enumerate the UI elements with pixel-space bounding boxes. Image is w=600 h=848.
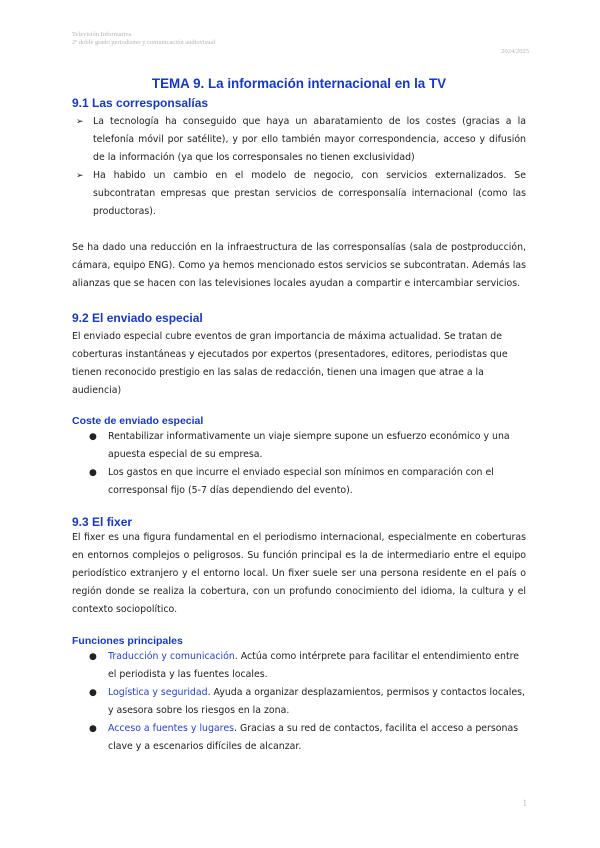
arrow-bullet-icon: ➢ xyxy=(76,171,84,181)
header-course: Televisión Informativa xyxy=(72,31,132,38)
header-degree: 2º doble grado periodismo y comunicación audiovisual xyxy=(72,39,216,46)
list-item: ● Traducción y comunicación. Actúa como intérprete para facilitar el entendimiento entre el periodista y las fuentes locales. xyxy=(72,648,526,684)
subheading-funciones: Funciones principales xyxy=(72,635,183,647)
fixer-paragraph: El fixer es una figura fundamental en el periodismo internacional, especialmente en coberturas en entornos complejos o peligrosos. Su función principal es la de intermediario entre el equipo periodístico extranjero y el entorno local. Un fixer suele ser una persona residente en el país o región donde se realiza la cobertura, con un profundo conocimiento del idioma, la cultura y el contexto sociopolítico. xyxy=(72,532,526,615)
list-item: ● Acceso a fuentes y lugares. Gracias a su red de contactos, facilita el acceso a personas clave y a escenarios difíciles de alcanzar. xyxy=(72,720,526,756)
corresponsalias-paragraph: Se ha dado una reducción en la infraestructura de las corresponsalías (sala de postproducción, cámara, equipo ENG). Como ya hemos mencionado estos servicios se subcontratan. Además las alianzas que se hacen con las televisiones locales ayudan a compartir e intercambiar servicios. xyxy=(72,242,526,289)
bullet-dot-icon: ● xyxy=(89,468,97,478)
function-term: Logística y seguridad xyxy=(108,687,208,698)
document-body xyxy=(72,76,526,756)
corresponsalias-list xyxy=(72,113,526,221)
bullet-dot-icon: ● xyxy=(89,724,97,734)
list-item: ➢ Ha habido un cambio en el modelo de negocio, con servicios externalizados. Se subcontratan empresas que prestan servicios de corresponsalía internacional (como las productoras). xyxy=(72,167,526,221)
arrow-bullet-icon: ➢ xyxy=(76,117,84,127)
page-title: TEMA 9. La información internacional en la TV xyxy=(151,76,447,91)
bullet-dot-icon: ● xyxy=(89,432,97,442)
section-heading-enviado-especial: 9.2 El enviado especial xyxy=(72,311,203,325)
enviado-paragraph: El enviado especial cubre eventos de gran importancia de máxima actualidad. Se tratan de coberturas instantáneas y ejecutados por expertos (presentadores, editores, periodistas que tienen reconocido prestigio en las salas de redacción, tienen una imagen que atrae a la audiencia) xyxy=(72,331,508,396)
bullet-dot-icon: ● xyxy=(89,688,97,698)
list-item: ● Rentabilizar informativamente un viaje siempre supone un esfuerzo económico y una apuesta especial de su empresa. xyxy=(72,428,526,464)
running-header xyxy=(72,31,215,47)
section-heading-fixer: 9.3 El fixer xyxy=(72,515,133,529)
page-number: 1 xyxy=(522,798,527,808)
bullet-dot-icon: ● xyxy=(89,652,97,662)
list-item: ➢ La tecnología ha conseguido que haya un abaratamiento de los costes (gracias a la telefonía móvil por satélite), y por ello también mayor correspondencia, acceso y difusión de la información (ya que los corresponsales no tienen exclusividad) xyxy=(72,113,526,167)
section-heading-corresponsalias: 9.1 Las corresponsalías xyxy=(72,96,209,110)
funciones-list xyxy=(72,648,526,756)
header-year: 2024/2025 xyxy=(501,48,529,55)
list-item: ● Logística y seguridad. Ayuda a organizar desplazamientos, permisos y contactos locales, y asesora sobre los riesgos en la zona. xyxy=(72,684,526,720)
list-item: ● Los gastos en que incurre el enviado especial son mínimos en comparación con el corresponsal fijo (5-7 días dependiendo del evento). xyxy=(72,464,526,500)
function-term: Traducción y comunicación xyxy=(108,651,235,662)
coste-list xyxy=(72,428,526,500)
function-term: Acceso a fuentes y lugares xyxy=(108,723,234,734)
subheading-coste: Coste de enviado especial xyxy=(72,415,204,427)
